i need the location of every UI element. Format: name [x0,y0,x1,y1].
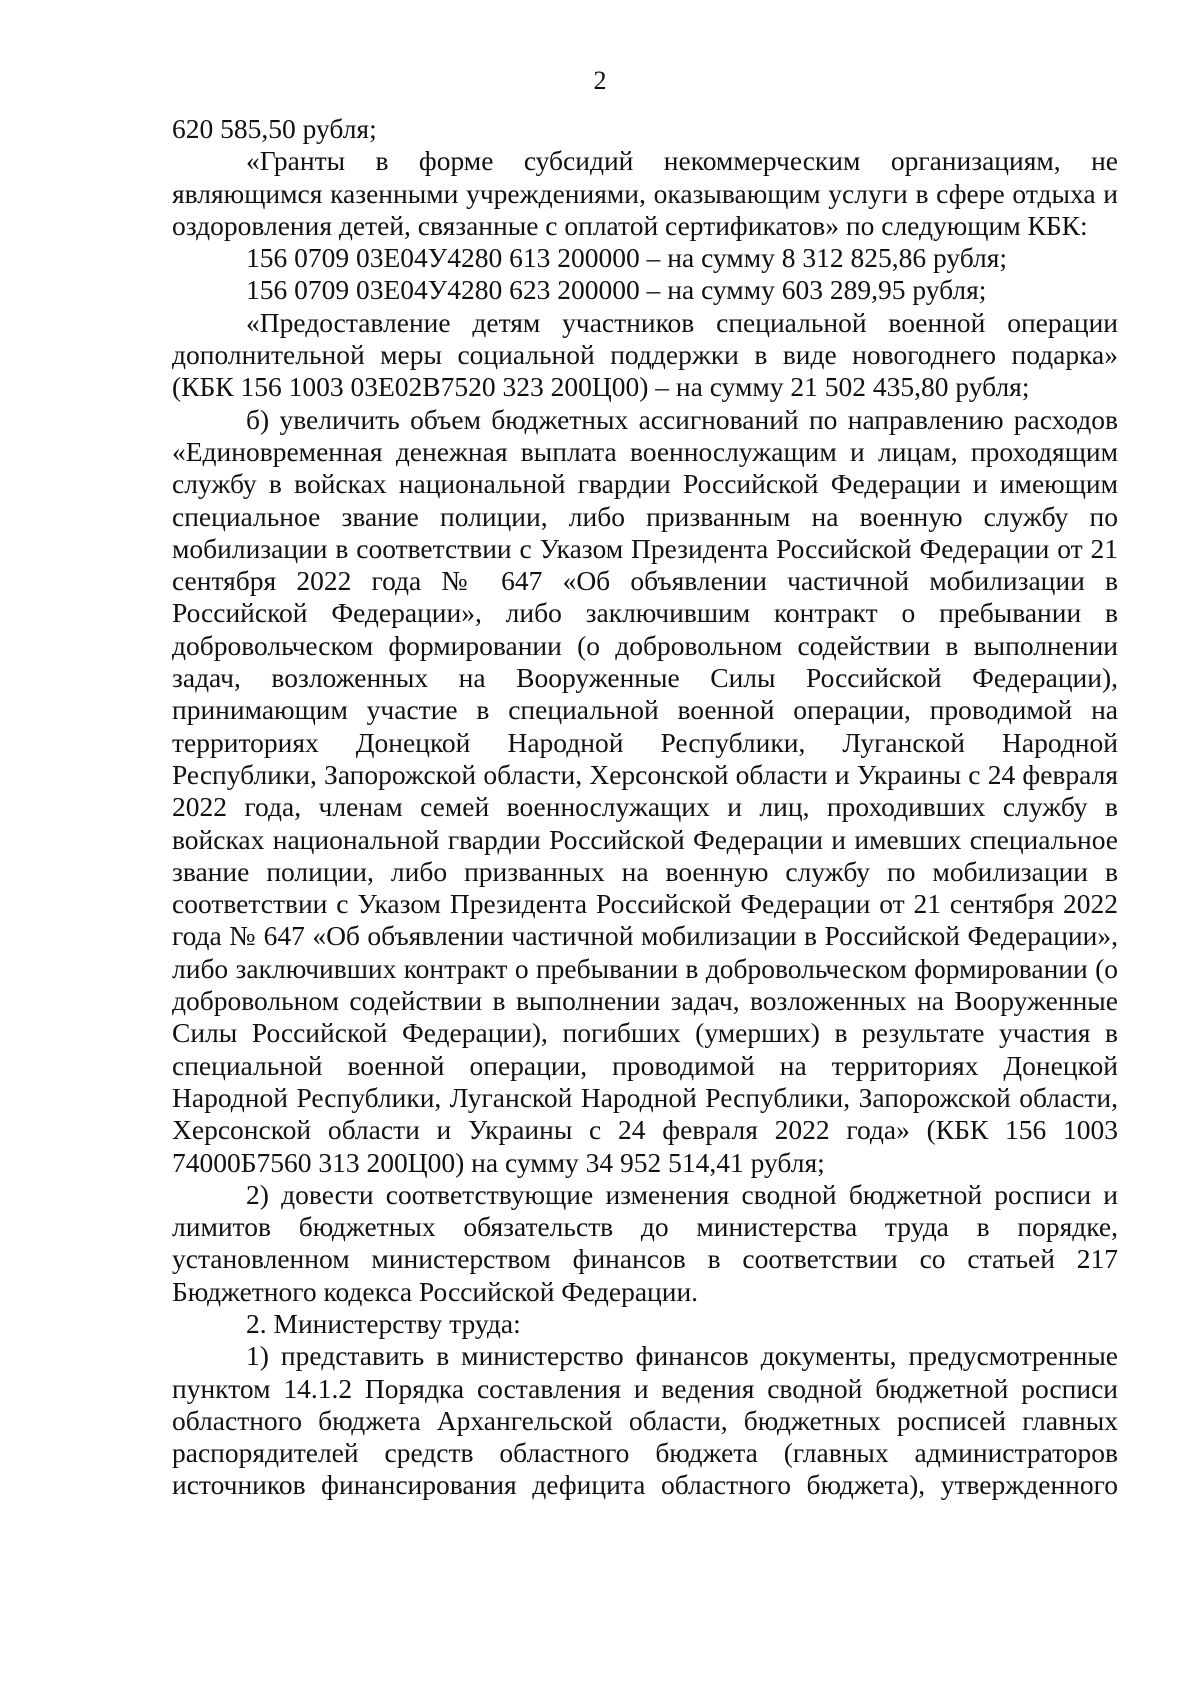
paragraph-increase-allocations: б) увеличить объем бюджетных ассигнований по направлению расходов «Единовременная денежная выплата военнослужащим и лицам, проходящим службу в войсках национальной гвардии Российской Федерации и имеющим специальное звание полиции, либо призванным на военную службу по мобилизации в соответствии с Указом Президента Российской Федерации от 21 сентября 2022 года № 647 «Об объявлении частичной мобилизации в Российской Федерации», либо заключившим контракт о пребывании в добровольческом формировании (о добровольном содействии в выполнении задач, возложенных на Вооруженные Силы Российской Федерации), принимающим участие в специальной военной операции, проводимой на территориях Донецкой Народной Республики, Луганской Народной Республики, Запорожской области, Херсонской области и Украины с 24 февраля 2022 года, членам семей военнослужащих и лиц, проходивших службу в войсках национальной гвардии Российской Федерации и имевших специальное звание полиции, либо призванных на военную службу по мобилизации в соответствии с Указом Президента Российской Федерации от 21 сентября 2022 года № 647 «Об объявлении частичной мобилизации в Российской Федерации», либо заключивших контракт о пребывании в добровольческом формировании (о добровольном содействии в выполнении задач, возложенных на Вооруженные Силы Российской Федерации), погибших (умерших) в результате участия в специальной военной операции, проводимой на территориях Донецкой Народной Республики, Луганской Народной Республики, Запорожской области, Херсонской области и Украины с 24 февраля 2022 года» (КБК 156 1003 74000Б7560 313 200Ц00) на сумму 34 952 514,41 рубля; [172,403,1118,1178]
paragraph-new-year-gift: «Предоставление детям участников специальной военной операции дополнительной меры социальной поддержки в виде новогоднего подарка» (КБК 156 1003 03Е02В7520 323 200Ц00) – на сумму 21 502 435,80 рубля; [172,306,1118,403]
page-number: 2 [593,66,607,95]
paragraph-amount-continuation: 620 585,50 рубля; [172,113,377,144]
paragraph-ministry-of-labor: 2. Министерству труда: [246,1307,521,1339]
document-body [172,113,1118,1502]
paragraph-submit-documents: 1) представить в министерство финансов документы, предусмотренные пунктом 14.1.2 Порядка составления и ведения сводной бюджетной росписи областного бюджета Архангельской области, бюджетных росписей главных распорядителей средств областного бюджета (главных администраторов источников финансирования дефицита областного бюджета), утвержденного [172,1340,1118,1501]
paragraph-budget-changes: 2) довести соответствующие изменения сводной бюджетной росписи и лимитов бюджетных обязательств до министерства труда в порядке, установленном министерством финансов в соответствии со статьей 217 Бюджетного кодекса Российской Федерации. [172,1178,1118,1307]
paragraph-grants: «Гранты в форме субсидий некоммерческим организациям, не являющимся казенными учреждениями, оказывающим услуги в сфере отдыха и оздоровления детей, связанные с оплатой сертификатов» по следующим КБК: [172,145,1118,241]
paragraph-kbk-623: 156 0709 03Е04У4280 623 200000 – на сумму 603 289,95 рубля; [246,274,987,306]
paragraph-kbk-613: 156 0709 03Е04У4280 613 200000 – на сумму 8 312 825,86 рубля; [246,242,1008,274]
